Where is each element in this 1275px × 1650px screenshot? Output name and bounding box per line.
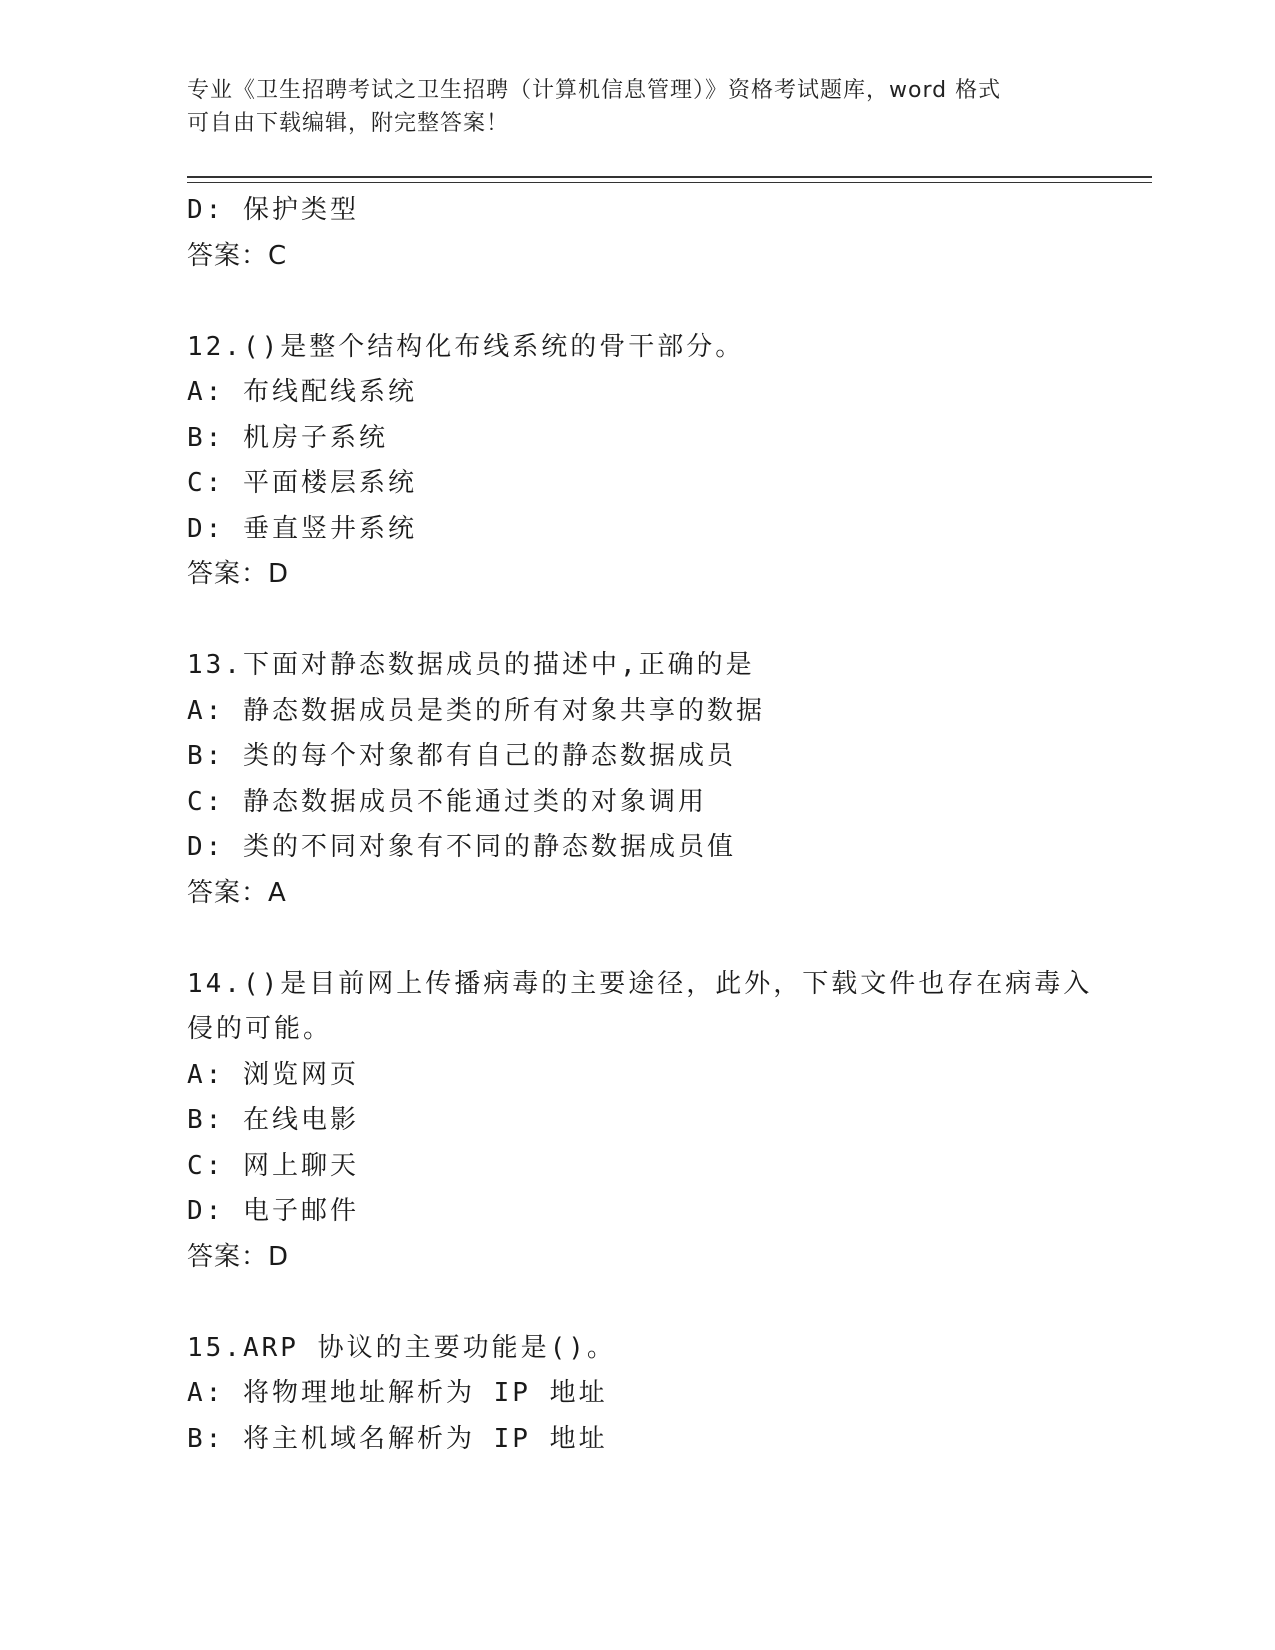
answer: 答案：A	[187, 877, 287, 908]
spacer	[187, 916, 1087, 962]
spacer	[187, 279, 1087, 325]
option-a: A: 浏览网页	[187, 1059, 359, 1090]
question-14	[187, 962, 1093, 1281]
header-line-1: 专业《卫生招聘考试之卫生招聘（计算机信息管理）》资格考试题库，word 格式	[187, 78, 1002, 103]
header-rule-thin	[187, 182, 1152, 183]
option-b: B: 类的每个对象都有自己的静态数据成员	[187, 741, 736, 771]
question-text: 15.ARP 协议的主要功能是()。	[187, 1332, 616, 1363]
question-15	[187, 1326, 1087, 1463]
question-text-line-1: 14.()是目前网上传播病毒的主要途径，此外，下载文件也存在病毒入	[187, 968, 1093, 999]
question-11	[187, 188, 1087, 279]
option-b: B: 机房子系统	[187, 422, 388, 453]
option-d: D: 类的不同对象有不同的静态数据成员值	[187, 832, 736, 862]
option-d: D: 保护类型	[187, 195, 359, 225]
header-line-2: 可自由下载编辑，附完整答案！	[187, 111, 510, 136]
option-b: B: 在线电影	[187, 1105, 359, 1135]
option-c: C: 静态数据成员不能通过类的对象调用	[187, 786, 707, 817]
header-rule-thick	[187, 176, 1152, 178]
answer: 答案：C	[187, 240, 288, 271]
question-13	[187, 643, 1087, 916]
option-c: C: 平面楼层系统	[187, 468, 417, 498]
spacer	[187, 1280, 1087, 1326]
option-c: C: 网上聊天	[187, 1150, 359, 1181]
document-header	[187, 74, 1067, 140]
question-text-line-2: 侵的可能。	[187, 1014, 333, 1044]
option-d: D: 垂直竖井系统	[187, 513, 417, 544]
answer: 答案：D	[187, 1241, 290, 1272]
question-text: 12.()是整个结构化布线系统的骨干部分。	[187, 331, 745, 362]
question-12	[187, 325, 1087, 598]
option-a: A: 将物理地址解析为 IP 地址	[187, 1378, 608, 1408]
option-a: A: 布线配线系统	[187, 377, 417, 407]
option-a: A: 静态数据成员是类的所有对象共享的数据	[187, 695, 765, 726]
question-list	[187, 188, 1093, 1462]
option-b: B: 将主机域名解析为 IP 地址	[187, 1423, 608, 1454]
answer: 答案：D	[187, 559, 290, 589]
spacer	[187, 598, 1087, 644]
question-text: 13.下面对静态数据成员的描述中,正确的是	[187, 650, 755, 680]
option-d: D: 电子邮件	[187, 1196, 359, 1226]
